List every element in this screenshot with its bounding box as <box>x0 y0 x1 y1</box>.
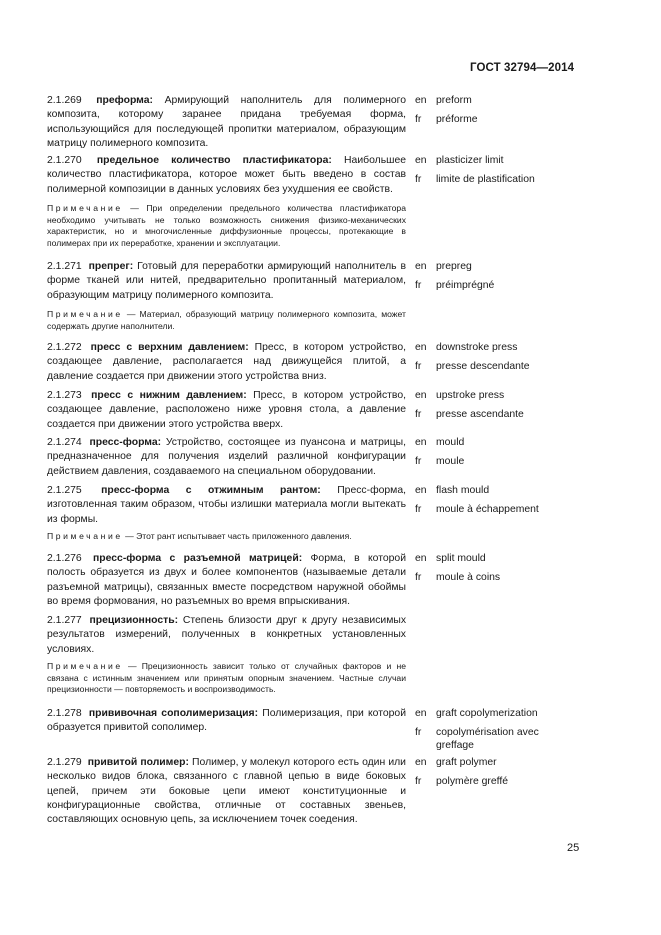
lang-code-fr: fr <box>415 174 422 185</box>
standard-header: ГОСТ 32794—2014 <box>470 62 575 74</box>
note-label: Примечание <box>47 531 123 541</box>
definition-text: Готовый для переработки армирующий наполнитель в форме тканей или нитей, предварительно пропитанный материалом, образующим матрицу полимерного композита. <box>47 261 407 301</box>
definition <box>47 707 406 736</box>
note <box>47 309 406 332</box>
term-number: 2.1.275 <box>47 485 82 496</box>
translation-en: flash mould <box>436 485 490 496</box>
translation-fr: moule à coins <box>436 572 501 583</box>
term-number: 2.1.274 <box>47 437 82 448</box>
definition <box>47 94 406 151</box>
note-label: Примечание <box>47 661 123 671</box>
term-title: пресс-форма с разъемной матрицей: <box>93 553 303 564</box>
lang-code-fr: fr <box>415 776 422 787</box>
definition <box>47 436 406 479</box>
lang-code-en: en <box>415 342 427 353</box>
translation-fr: moule <box>436 456 465 467</box>
note-dash: — <box>122 661 142 671</box>
note-text: При определении предельного количества пластификатора необходимо учитывать не только возможность снижения физико-механических характеристик, но и многочисленные диффузионные процессы, протекающие в полимерах при их переработке, хранении и эксплуатации. <box>47 203 406 248</box>
lang-code-fr: fr <box>415 280 422 291</box>
note-text: Материал, образующий матрицу полимерного композита, может содержать другие наполнители. <box>47 309 406 331</box>
term-title: пресс с нижним давлением: <box>91 390 247 401</box>
term-number: 2.1.271 <box>47 261 82 272</box>
note-label: Примечание <box>47 203 123 213</box>
term-title: прецизионность: <box>89 615 179 626</box>
translation-en: graft polymer <box>436 757 497 768</box>
term-title: привитой полимер: <box>87 757 189 768</box>
definition <box>47 260 406 303</box>
translations <box>415 389 575 427</box>
translation-fr: moule à échappement <box>436 504 539 515</box>
translation-en: mould <box>436 437 465 448</box>
definition <box>47 484 406 527</box>
translations <box>415 552 575 590</box>
lang-code-fr: fr <box>415 727 422 738</box>
translations <box>415 756 575 794</box>
translations <box>415 707 575 758</box>
term-title: предельное количество пластификатора: <box>96 155 332 166</box>
lang-code-en: en <box>415 485 427 496</box>
term-number: 2.1.277 <box>47 615 82 626</box>
lang-code-fr: fr <box>415 114 422 125</box>
translation-en: downstroke press <box>436 342 518 353</box>
translation-en: prepreg <box>436 261 472 272</box>
term-number: 2.1.278 <box>47 708 82 719</box>
definition <box>47 154 406 197</box>
lang-code-en: en <box>415 261 427 272</box>
translation-en: graft copolymerization <box>436 708 538 719</box>
lang-code-en: en <box>415 155 427 166</box>
translation-en: split mould <box>436 553 486 564</box>
term-number: 2.1.276 <box>47 553 82 564</box>
definition-text: Армирующий наполнитель для полимерного композита, которому заранее придана требуемая форма, использующийся для последующей пропитки материалом, образующим матрицу полимерного композита. <box>47 95 406 149</box>
definition <box>47 552 406 609</box>
translations <box>415 484 575 522</box>
term-title: препрег: <box>88 261 134 272</box>
lang-code-fr: fr <box>415 361 422 372</box>
note-dash: — <box>122 203 147 213</box>
note <box>47 203 406 249</box>
lang-code-en: en <box>415 757 427 768</box>
note-label: Примечание <box>47 309 123 319</box>
term-title: пресс-форма: <box>89 437 162 448</box>
term-number: 2.1.279 <box>47 757 82 768</box>
definition-text: Устройство, состоящее из пуансона и матрицы, предназначенное для получения изделий различной конфигурации действием давления, создаваемого на специальном оборудовании. <box>47 437 407 477</box>
term-number: 2.1.270 <box>47 155 82 166</box>
definition-text: Пресс, в котором устройство, создающее давление, расположено ниже уровня стола, а давление создается при движении этого устройства вверх. <box>47 390 407 430</box>
definition <box>47 614 406 657</box>
translation-fr: préimprégné <box>436 280 495 291</box>
definition <box>47 756 406 827</box>
translations <box>415 154 575 192</box>
translations <box>415 260 575 298</box>
note-text: Прецизионность зависит только от случайных факторов и не связана с истинным значением или принятым опорным значением. Частные случаи прецизионности — повторяемость и воспроизводимость. <box>47 661 406 695</box>
translations <box>415 94 575 132</box>
translation-fr: copolymérisation avec greffage <box>436 727 539 751</box>
note-dash: — <box>122 309 140 319</box>
translation-en: plasticizer limit <box>436 155 504 166</box>
translations <box>415 341 575 379</box>
lang-code-fr: fr <box>415 456 422 467</box>
term-number: 2.1.272 <box>47 342 82 353</box>
translation-fr: polymère greffé <box>436 776 509 787</box>
term-title: преформа: <box>96 95 153 106</box>
lang-code-en: en <box>415 708 427 719</box>
term-number: 2.1.269 <box>47 95 82 106</box>
lang-code-en: en <box>415 390 427 401</box>
definition <box>47 389 406 432</box>
definition-text: Форма, в которой полость образуется из двух и более компонентов (называемые детали разъемной матрицы), связанных вместе посредством наружной обоймы во время формования, но разъемных во время впрыскивания. <box>47 553 406 607</box>
definition-text: Степень близости друг к другу независимых результатов измерений, полученных в конкретных установленных условиях. <box>47 615 407 655</box>
note <box>47 531 406 543</box>
note-dash: — <box>122 531 137 541</box>
translation-fr: presse descendante <box>436 361 530 372</box>
translation-fr: presse ascendante <box>436 409 524 420</box>
definition-text: Пресс, в котором устройство, создающее давление, располагается над движущейся плитой, а давление создается при движении этого устройства вниз. <box>47 342 406 382</box>
lang-code-en: en <box>415 553 427 564</box>
lang-code-en: en <box>415 95 427 106</box>
lang-code-fr: fr <box>415 504 422 515</box>
term-title: пресс-форма с отжимным рантом: <box>101 485 321 496</box>
translation-en: preform <box>436 95 472 106</box>
definition-text: Полимер, у молекул которого есть один или несколько видов блока, связанного с главной цепью в виде боковых цепей, причем эти боковые цепи имеют конституционные и конфигурационные свойства, отличные от составных звеньев, составляющих основную цепь, за исключением точек соедения. <box>47 757 406 826</box>
term-title: прививочная сополимеризация: <box>88 708 259 719</box>
translation-en: upstroke press <box>436 390 505 401</box>
term-title: пресс с верхним давлением: <box>90 342 249 353</box>
definition-text: Наибольшее количество пластификатора, которое может быть введено в состав полимерной композиции в данных условиях без ухудшения ее свойств. <box>47 155 407 195</box>
translation-fr: limite de plastification <box>436 174 535 185</box>
translations <box>415 436 575 474</box>
term-number: 2.1.273 <box>47 390 82 401</box>
note-text: Этот рант испытывает часть приложенного давления. <box>136 531 352 541</box>
definition-text: Полимеризация, при которой образуется привитой сополимер. <box>47 708 406 734</box>
note <box>47 661 406 696</box>
definition <box>47 341 406 384</box>
page-number: 25 <box>567 842 580 854</box>
translation-fr: préforme <box>436 114 478 125</box>
definition-text: Пресс-форма, изготовленная таким образом, чтобы излишки материала могли вытекать из формы. <box>47 485 406 525</box>
lang-code-en: en <box>415 437 427 448</box>
lang-code-fr: fr <box>415 572 422 583</box>
lang-code-fr: fr <box>415 409 422 420</box>
